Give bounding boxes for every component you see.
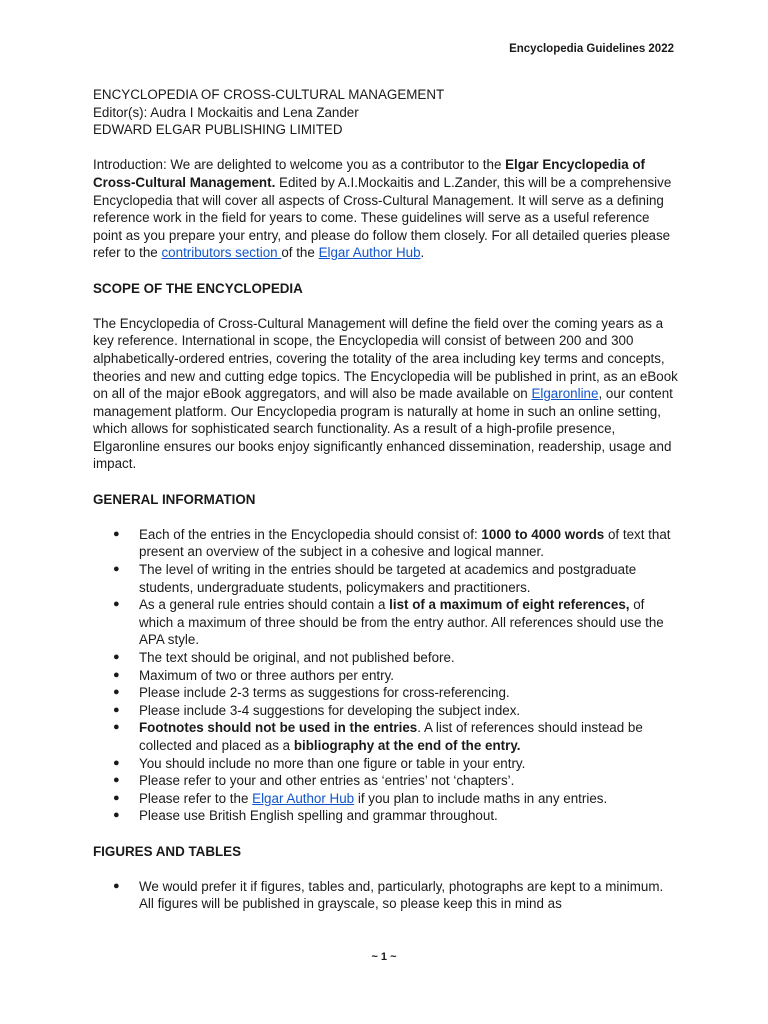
list-item: ● Footnotes should not be used in the entries. A list of references should instead be collected and placed as a bibliography at the end of the entry.: [113, 720, 643, 753]
list-item: ● The level of writing in the entries should be targeted at academics and postgraduate students, undergraduate students, policymakers and practitioners.: [113, 562, 637, 595]
publisher-line: EDWARD ELGAR PUBLISHING LIMITED: [93, 122, 343, 138]
elgaronline-link[interactable]: Elgaronline: [531, 386, 599, 402]
list-item: ● As a general rule entries should contain a list of a maximum of eight references, of which a maximum of three should be from the entry author. All references should use the APA style.: [113, 597, 664, 648]
general-information-heading: GENERAL INFORMATION: [93, 491, 256, 507]
page-number: ~ 1 ~: [371, 951, 397, 963]
bullet-icon: ●: [113, 774, 120, 787]
list-item: ● Please use British English spelling and grammar throughout.: [113, 808, 498, 824]
list-item: ● Please include 3-4 suggestions for developing the subject index.: [113, 702, 521, 718]
list-item: ● You should include no more than one figure or table in your entry.: [113, 755, 526, 771]
list-item: ● Please include 2-3 terms as suggestions for cross-referencing.: [113, 685, 510, 701]
list-item: ● Please refer to the Elgar Author Hub if you plan to include maths in any entries.: [113, 790, 608, 806]
elgar-author-hub-link[interactable]: Elgar Author Hub: [318, 245, 421, 261]
bullet-icon: ●: [113, 756, 120, 769]
bullet-icon: ●: [113, 721, 120, 734]
list-item: ● Please refer to your and other entries as ‘entries’ not ‘chapters’.: [113, 773, 515, 789]
bullet-icon: ●: [113, 668, 120, 681]
contributors-section-link[interactable]: contributors section: [161, 245, 282, 261]
figures-and-tables-heading: FIGURES AND TABLES: [93, 843, 242, 859]
bullet-icon: ●: [113, 563, 120, 576]
bullet-icon: ●: [113, 791, 120, 804]
bullet-icon: ●: [113, 527, 120, 540]
bullet-icon: ●: [113, 651, 120, 663]
scope-heading: SCOPE OF THE ENCYCLOPEDIA: [93, 280, 303, 296]
encyclopedia-name-bold: Elgar Encyclopedia of Cross-Cultural Management.: [93, 157, 646, 190]
encyclopedia-title: ENCYCLOPEDIA OF CROSS-CULTURAL MANAGEMENT: [93, 87, 445, 102]
bullet-icon: ●: [113, 809, 120, 822]
list-item: ● Each of the entries in the Encyclopedia should consist of: 1000 to 4000 words of text that present an overview of the subject in a cohesive and logical manner.: [113, 526, 671, 560]
list-item: ● Maximum of two or three authors per entry.: [113, 667, 395, 683]
bullet-icon: ●: [113, 598, 120, 611]
bullet-icon: ●: [113, 686, 120, 699]
bullet-icon: ●: [113, 703, 120, 716]
introduction-paragraph: Introduction: We are delighted to welcome you as a contributor to the Elgar Encyclopedia of Cross-Cultural Management. Edited by A.I.Mockaitis and L.Zander, this will be a comprehensive Encyclopedia that will cover all aspects of Cross-Cultural Management. It will serve as a defining reference work in the field for years to come. These guidelines will serve as a useful reference point as you prepare your entry, and please do follow them closely. For all detailed queries please refer to the contributors section of the Elgar Author Hub.: [93, 157, 672, 261]
scope-paragraph: The Encyclopedia of Cross-Cultural Management will define the field over the coming years as a key reference. International in scope, the Encyclopedia will consist of between 200 and 300 alphabetically-ordered entries, covering the totality of the area including key terms and concepts, theories and new and cutting edge topics. The Encyclopedia will be published in print, as an eBook on all of the major eBook aggregators, and will also be made available on Elgaronline, our content management platform. Our Encyclopedia program is naturally at home in such an online setting, which allows for sophisticated search functionality. As a result of a high-profile presence, Elgaronline ensures our books enjoy significantly enhanced dissemination, readership, usage and impact.: [93, 315, 678, 472]
page-content: [93, 86, 678, 913]
bullet-icon: ●: [113, 879, 120, 892]
running-header: Encyclopedia Guidelines 2022: [509, 43, 674, 55]
editors-line: Editor(s): Audra I Mockaitis and Lena Zander: [93, 104, 359, 120]
title-block: [93, 86, 678, 139]
figures-list: [93, 878, 678, 913]
elgar-author-hub-link[interactable]: Elgar Author Hub: [252, 790, 355, 806]
list-item: ● The text should be original, and not published before.: [113, 650, 455, 665]
general-information-list: [93, 526, 678, 825]
list-item: ● We would prefer it if figures, tables and, particularly, photographs are kept to a minimum. All figures will be published in grayscale, so please keep this in mind as: [113, 878, 664, 912]
